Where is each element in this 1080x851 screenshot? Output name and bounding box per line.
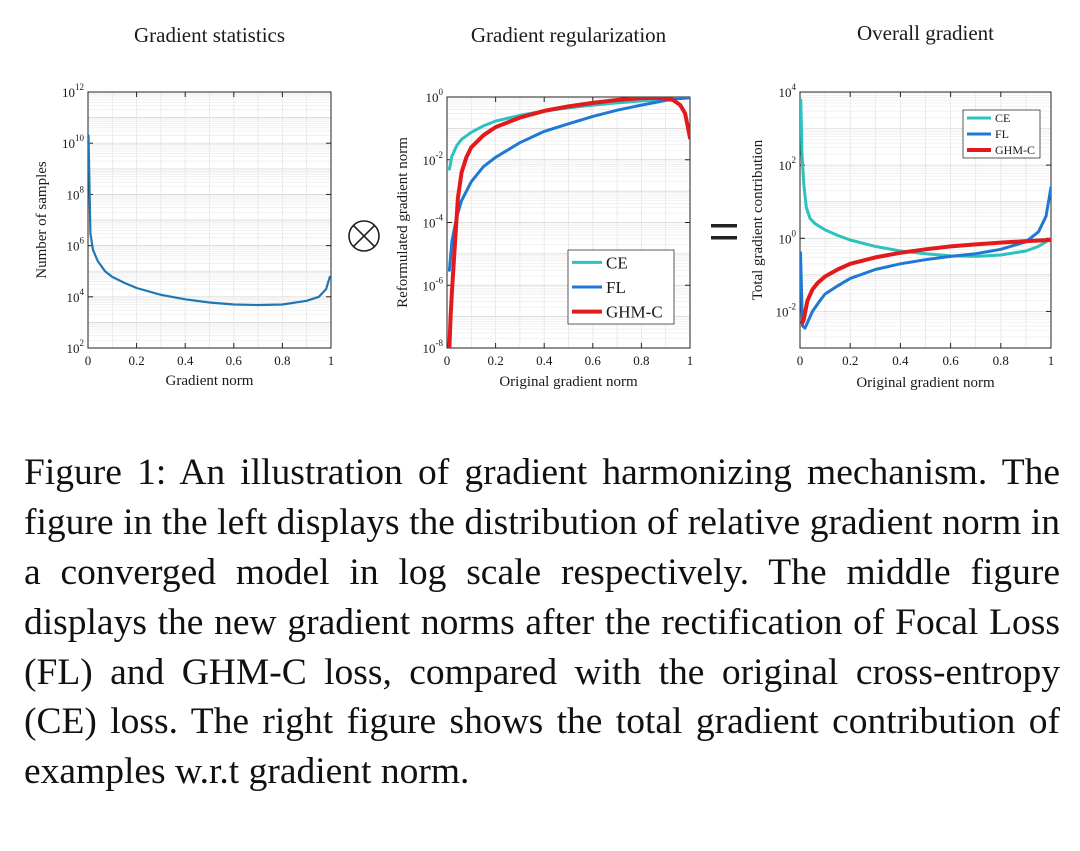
x-tick-label: 0.4	[177, 353, 194, 368]
panel-overall-gradient	[750, 21, 1054, 391]
x-tick-label: 1	[1047, 353, 1055, 368]
x-tick-label: 0.2	[128, 353, 145, 368]
x-tick-label: 0.6	[584, 353, 601, 368]
figure-caption: Figure 1: An illustration of gradient harmonizing mechanism. The figure in the left displays the distribution of relative gradient norm in a converged model in log scale respectively. The middle figure displays the new gradient norms after the rectification of Focal Loss (FL) and GHM-C loss, compared with the original cross-entropy (CE) loss. The right figure shows the total gradient contribution of examples w.r.t gradient norm.	[24, 452, 1060, 793]
legend-entry: CE	[995, 111, 1011, 126]
y-tick-label: $10^4$	[778, 82, 796, 100]
equals-operator	[711, 224, 737, 240]
x-axis-label: Original gradient norm	[856, 375, 995, 391]
grid	[88, 92, 331, 348]
legend	[568, 250, 674, 324]
y-axis-label: Total gradient contribution	[750, 139, 766, 301]
legend	[963, 110, 1040, 158]
y-tick-label: $10^2$	[778, 155, 796, 174]
y-tick-label: $10^{-6}$	[422, 275, 443, 294]
x-tick-label: 0.4	[892, 353, 909, 368]
x-tick-label: 0.8	[274, 353, 291, 368]
panel-gradient-statistics	[34, 23, 334, 389]
x-tick-label: 0	[443, 353, 451, 368]
chart-title: Gradient statistics	[133, 23, 286, 47]
chart-title: Overall gradient	[856, 21, 995, 45]
y-tick-label: $10^0$	[778, 228, 796, 247]
x-axis-label: Original gradient norm	[499, 374, 638, 390]
y-tick-label: $10^{-4}$	[422, 212, 443, 231]
legend-entry: FL	[995, 127, 1010, 142]
legend-entry: FL	[606, 277, 626, 297]
chart-title: Gradient regularization	[470, 23, 667, 47]
legend-entry: GHM-C	[606, 302, 663, 322]
x-tick-label: 0.8	[992, 353, 1009, 368]
y-tick-label: $10^{-2}$	[775, 301, 796, 320]
x-tick-label: 0.6	[942, 353, 959, 368]
x-axis-label: Gradient norm	[165, 373, 254, 389]
y-axis-label: Reformulated gradient norm	[395, 137, 411, 308]
y-tick-label: $10^{10}$	[62, 133, 84, 152]
x-tick-label: 0	[796, 353, 804, 368]
y-tick-label: $10^2$	[66, 338, 84, 356]
x-tick-label: 1	[686, 353, 694, 368]
x-tick-label: 0.2	[487, 353, 504, 368]
panel-gradient-regularization	[395, 23, 693, 390]
x-tick-label: 0.4	[536, 353, 553, 368]
x-tick-label: 0.2	[842, 353, 859, 368]
y-tick-label: $10^{12}$	[62, 82, 84, 100]
y-tick-label: $10^{-8}$	[422, 338, 443, 356]
y-tick-label: $10^4$	[66, 286, 84, 305]
x-tick-label: 0	[84, 353, 92, 368]
legend-entry: GHM-C	[995, 143, 1036, 158]
y-tick-label: $10^6$	[66, 235, 84, 254]
y-axis-label: Number of samples	[34, 161, 50, 279]
y-tick-label: $10^0$	[425, 87, 443, 105]
x-tick-label: 1	[327, 353, 335, 368]
x-tick-label: 0.6	[225, 353, 242, 368]
y-tick-label: $10^{-2}$	[422, 149, 443, 168]
times-operator	[349, 221, 379, 251]
legend-entry: CE	[606, 253, 628, 273]
x-tick-label: 0.8	[633, 353, 650, 368]
y-tick-label: $10^8$	[66, 184, 84, 203]
